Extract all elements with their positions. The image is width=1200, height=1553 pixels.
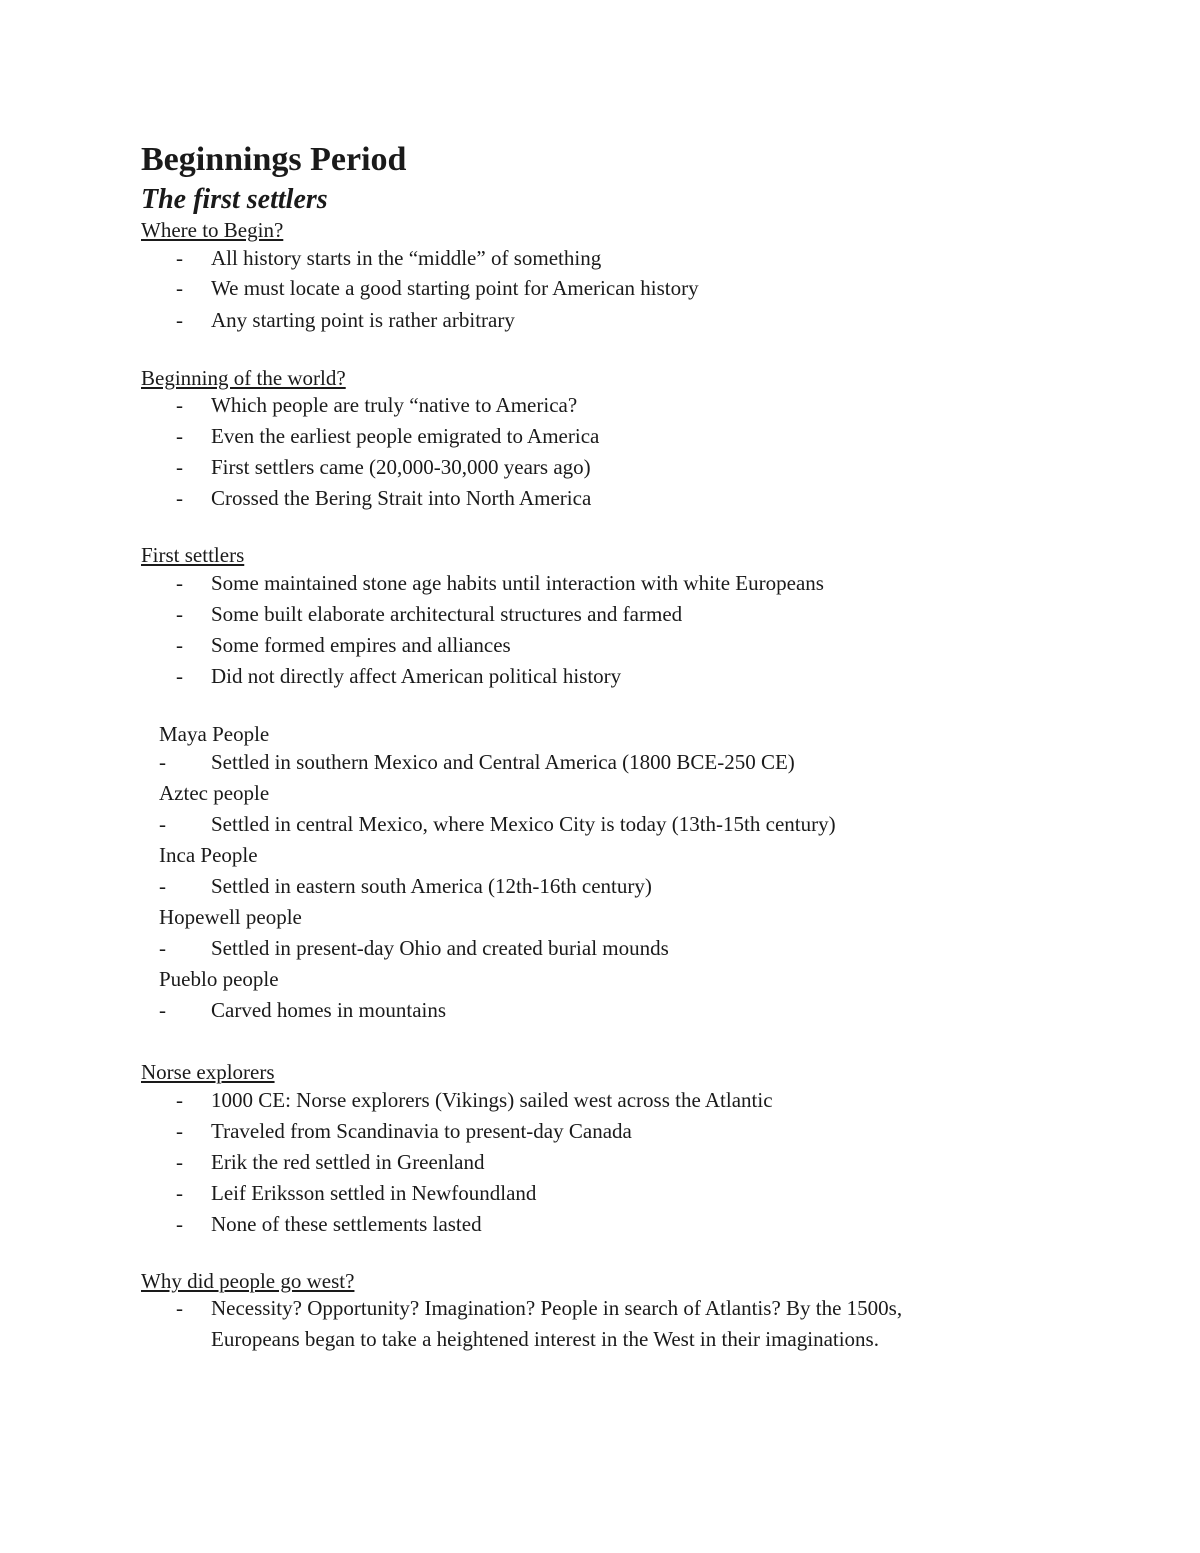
bullet-dash: - xyxy=(176,455,183,479)
list-item-line-1: Necessity? Opportunity? Imagination? People in search of Atlantis? By the 1500s, xyxy=(211,1296,903,1320)
people-name-inca: Inca People xyxy=(159,843,258,867)
section-heading-first-settlers: First settlers xyxy=(141,543,245,567)
list-item: We must locate a good starting point for American history xyxy=(211,276,699,300)
bullet-dash: - xyxy=(176,571,183,595)
people-detail-inca: Settled in eastern south America (12th-16th century) xyxy=(211,874,652,898)
section-heading-norse-explorers: Norse explorers xyxy=(141,1060,275,1084)
section-heading-where-to-begin: Where to Begin? xyxy=(141,218,284,242)
list-item: Which people are truly “native to America? xyxy=(211,393,578,417)
bullet-dash: - xyxy=(176,308,183,332)
bullet-dash: - xyxy=(176,1119,183,1143)
bullet-dash: - xyxy=(176,1212,183,1236)
people-name-hopewell: Hopewell people xyxy=(159,905,302,929)
bullet-dash: - xyxy=(176,393,183,417)
section-heading-beginning-of-world: Beginning of the world? xyxy=(141,366,346,390)
bullet-dash: - xyxy=(176,602,183,626)
bullet-dash: - xyxy=(176,1296,183,1320)
bullet-dash: - xyxy=(159,936,166,960)
bullet-dash: - xyxy=(176,276,183,300)
people-name-pueblo: Pueblo people xyxy=(159,967,279,991)
bullet-dash: - xyxy=(159,812,166,836)
list-item: 1000 CE: Norse explorers (Vikings) sailed west across the Atlantic xyxy=(211,1088,773,1112)
bullet-dash: - xyxy=(176,1181,183,1205)
bullet-dash: - xyxy=(176,664,183,688)
document-subtitle: The first settlers xyxy=(141,184,328,215)
bullet-dash: - xyxy=(176,1088,183,1112)
people-detail-aztec: Settled in central Mexico, where Mexico City is today (13th-15th century) xyxy=(211,812,836,836)
list-item: Leif Eriksson settled in Newfoundland xyxy=(211,1181,537,1205)
people-detail-maya: Settled in southern Mexico and Central America (1800 BCE-250 CE) xyxy=(211,750,795,774)
people-detail-pueblo: Carved homes in mountains xyxy=(211,998,447,1022)
bullet-dash: - xyxy=(176,424,183,448)
list-item: Traveled from Scandinavia to present-day Canada xyxy=(211,1119,632,1143)
list-item: None of these settlements lasted xyxy=(211,1212,482,1236)
list-item: Erik the red settled in Greenland xyxy=(211,1150,485,1174)
bullet-dash: - xyxy=(159,998,166,1022)
bullet-dash: - xyxy=(176,246,183,270)
list-item: First settlers came (20,000-30,000 years ago) xyxy=(211,455,591,479)
section-heading-why-go-west: Why did people go west? xyxy=(141,1269,355,1293)
document-title: Beginnings Period xyxy=(141,141,407,178)
list-item: Some formed empires and alliances xyxy=(211,633,511,657)
people-name-aztec: Aztec people xyxy=(159,781,270,805)
bullet-dash: - xyxy=(176,1150,183,1174)
bullet-dash: - xyxy=(176,486,183,510)
list-item: Some built elaborate architectural structures and farmed xyxy=(211,602,683,626)
list-item-line-2: Europeans began to take a heightened interest in the West in their imaginations. xyxy=(211,1327,879,1351)
bullet-dash: - xyxy=(159,750,166,774)
list-item: All history starts in the “middle” of something xyxy=(211,246,602,270)
list-item: Any starting point is rather arbitrary xyxy=(211,308,515,332)
list-item: Crossed the Bering Strait into North America xyxy=(211,486,592,510)
people-detail-hopewell: Settled in present-day Ohio and created burial mounds xyxy=(211,936,669,960)
bullet-dash: - xyxy=(159,874,166,898)
people-name-maya: Maya People xyxy=(159,722,270,746)
list-item: Some maintained stone age habits until interaction with white Europeans xyxy=(211,571,824,595)
list-item: Even the earliest people emigrated to America xyxy=(211,424,600,448)
bullet-dash: - xyxy=(176,633,183,657)
list-item: Did not directly affect American political history xyxy=(211,664,622,688)
